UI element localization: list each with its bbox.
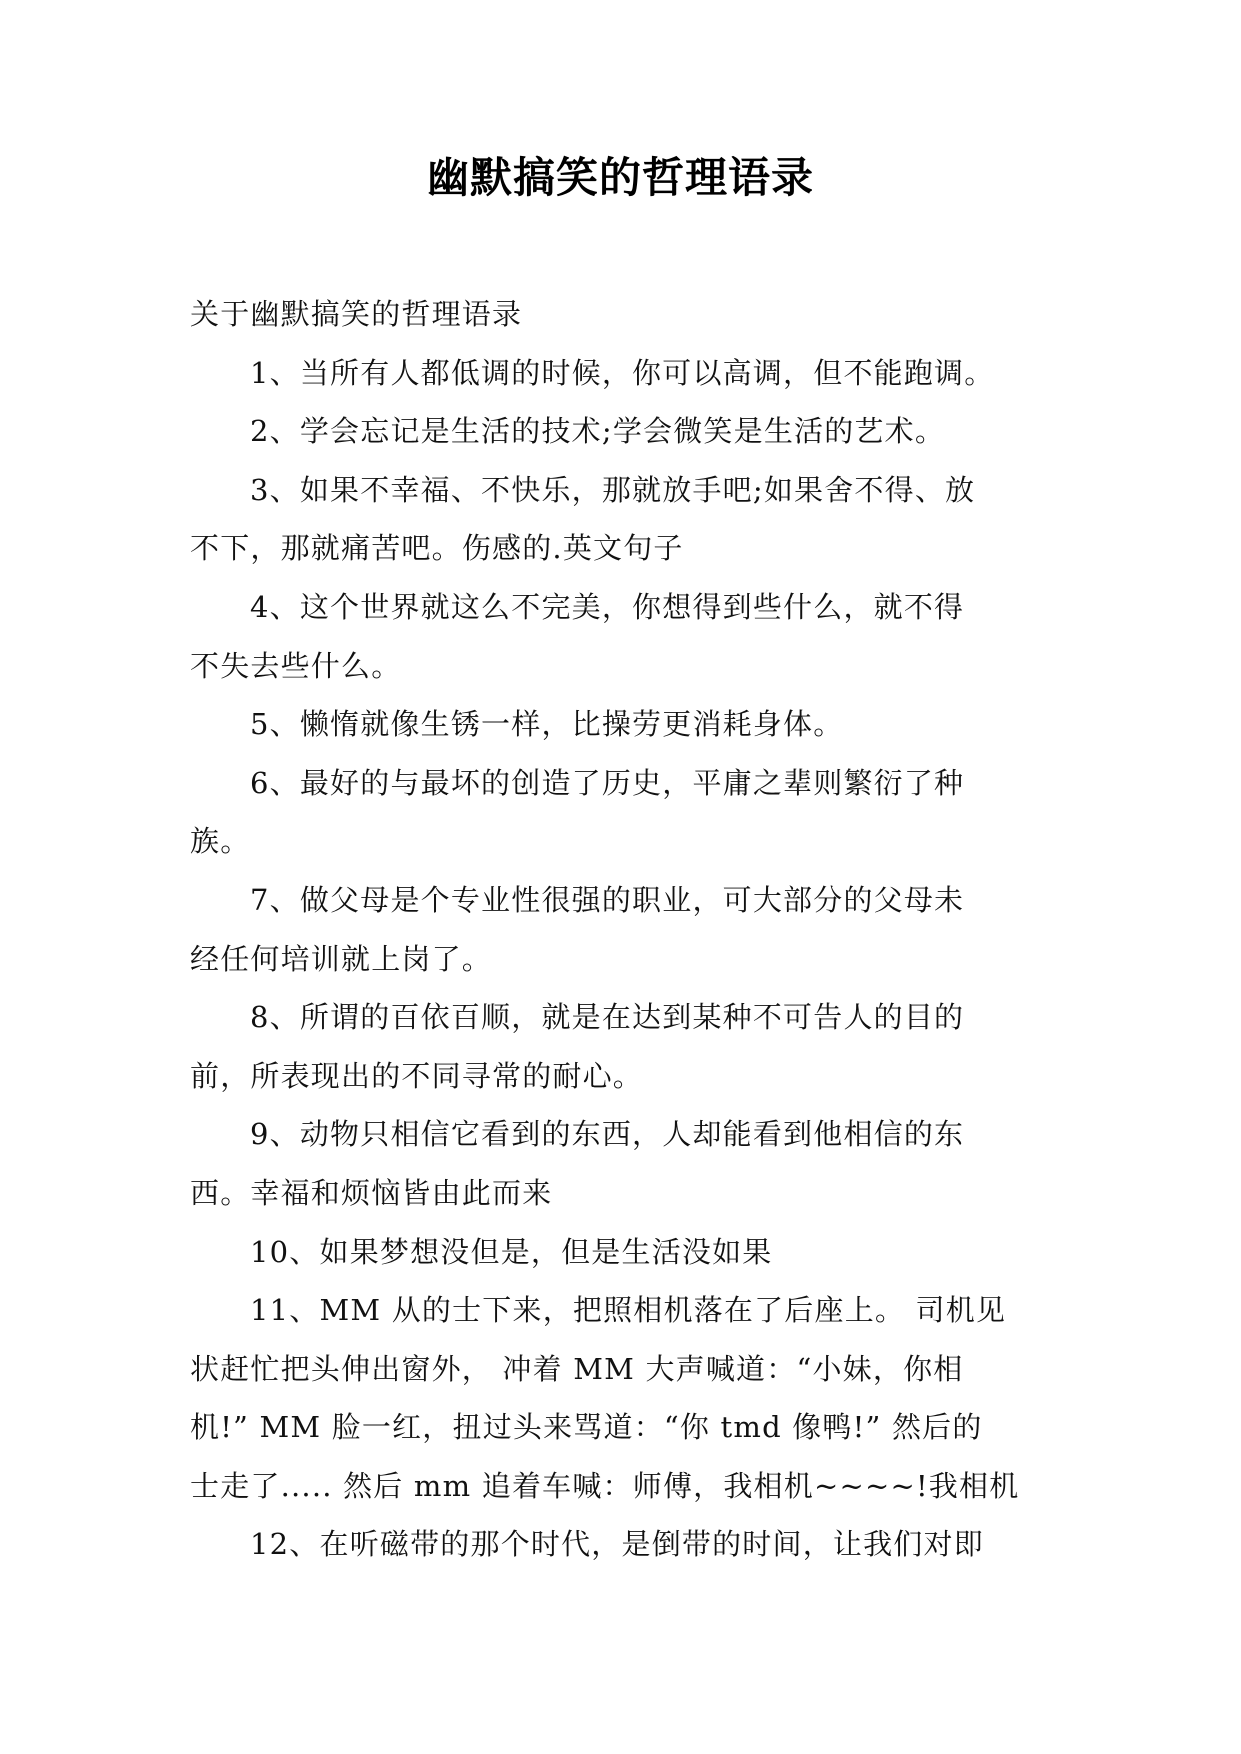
quote-line: 1、当所有人都低调的时候，你可以高调，但不能跑调。 <box>250 355 995 390</box>
quote-line: 9、动物只相信它看到的东西，人却能看到他相信的东 <box>250 1117 965 1152</box>
quote-item-10 <box>190 1223 1052 1282</box>
quote-item-2 <box>190 402 1052 461</box>
quote-line: 3、如果不幸福、不快乐，那就放手吧;如果舍不得、放 <box>250 472 976 507</box>
quote-item-1 <box>190 344 1052 403</box>
quote-item-5 <box>190 695 1052 754</box>
quote-line: 经任何培训就上岗了。 <box>190 941 493 976</box>
quote-line: 2、学会忘记是生活的技术;学会微笑是生活的艺术。 <box>250 414 946 449</box>
quote-line: 西。幸福和烦恼皆由此而来 <box>190 1175 553 1210</box>
intro-paragraph: 关于幽默搞笑的哲理语录 <box>190 297 523 331</box>
quote-line: 4、这个世界就这么不完美，你想得到些什么，就不得 <box>250 589 965 624</box>
quote-line: 族。 <box>190 824 251 859</box>
quote-item-12 <box>190 1515 1052 1574</box>
quote-line: 6、最好的与最坏的创造了历史，平庸之辈则繁衍了种 <box>250 765 965 800</box>
quote-line: 不失去些什么。 <box>190 648 402 683</box>
quote-item-4 <box>190 578 1052 695</box>
quote-item-11 <box>190 1281 1052 1515</box>
quote-item-9 <box>190 1105 1052 1222</box>
document-title: 幽默搞笑的哲理语录 <box>426 153 814 202</box>
quote-line: 士走了..... 然后 mm 追着车喊：师傅，我相机~~~~!我相机 <box>190 1468 1020 1503</box>
quote-line: 机!” MM 脸一红，扭过头来骂道：“你 tmd 像鸭!” 然后的 <box>190 1410 983 1445</box>
quote-item-3 <box>190 461 1052 578</box>
quote-line: 7、做父母是个专业性很强的职业，可大部分的父母未 <box>250 882 965 917</box>
quote-line: 8、所谓的百依百顺，就是在达到某种不可告人的目的 <box>250 1000 965 1035</box>
quote-line: 12、在听磁带的那个时代，是倒带的时间，让我们对即 <box>250 1527 984 1562</box>
quote-item-6 <box>190 754 1052 871</box>
quote-line: 5、懒惰就像生锈一样，比操劳更消耗身体。 <box>250 707 844 742</box>
quote-item-8 <box>190 988 1052 1105</box>
quote-line: 状赶忙把头伸出窗外， 冲着 MM 大声喊道：“小妹，你相 <box>190 1351 964 1386</box>
quote-line: 前，所表现出的不同寻常的耐心。 <box>190 1058 644 1093</box>
quote-item-7 <box>190 871 1052 988</box>
quote-line: 11、MM 从的士下来，把照相机落在了后座上。 司机见 <box>250 1293 1007 1328</box>
document-body <box>190 285 1052 1574</box>
quote-line: 不下，那就痛苦吧。伤感的.英文句子 <box>190 531 684 566</box>
quote-line: 10、如果梦想没但是，但是生活没如果 <box>250 1234 773 1269</box>
